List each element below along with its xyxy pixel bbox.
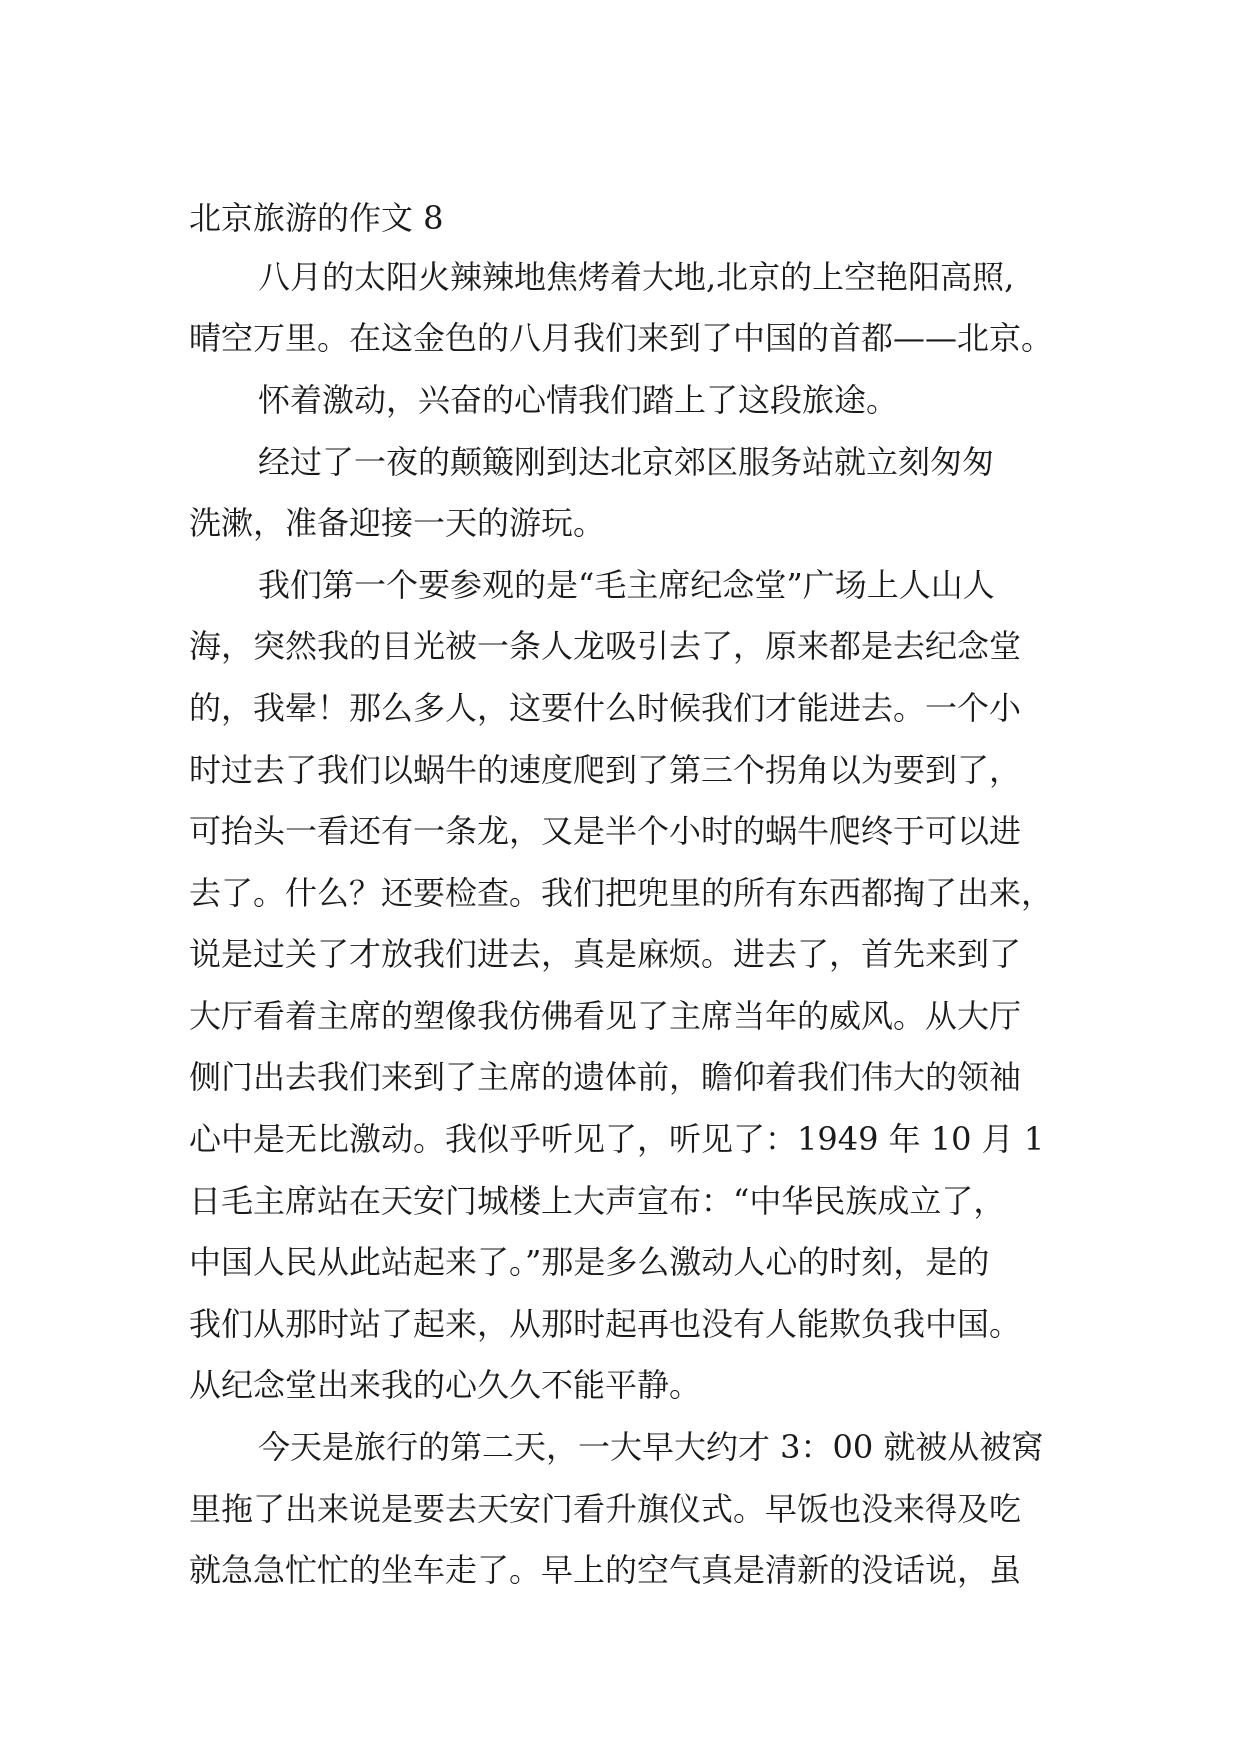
text-line: 洗漱，准备迎接一天的游玩。 [189,504,606,542]
text-line: 日毛主席站在天安门城楼上大声宣布：“中华民族成立了， [189,1182,1006,1220]
text-line: 心中是无比激动。我似乎听见了，听见了：1949 年 10 月 1 [189,1120,1045,1158]
text-line: 大厅看着主席的塑像我仿佛看见了主席当年的威风。从大厅 [189,997,1022,1035]
text-line: 去了。什么？还要检查。我们把兜里的所有东西都掏了出来， [189,874,1054,912]
text-line: 可抬头一看还有一条龙，又是半个小时的蜗牛爬终于可以进 [189,812,1022,850]
text-line: 晴空万里。在这金色的八月我们来到了中国的首都——北京。 [189,319,1054,357]
text-line: 海，突然我的目光被一条人龙吸引去了，原来都是去纪念堂 [189,627,1022,665]
document-title: 北京旅游的作文 8 [189,199,444,237]
text-line: 经过了一夜的颠簸刚到达北京郊区服务站就立刻匆匆 [258,443,995,481]
text-line: 的，我晕！那么多人，这要什么时候我们才能进去。一个小 [189,689,1022,727]
text-line: 我们从那时站了起来，从那时起再也没有人能欺负我中国。 [189,1305,1022,1343]
text-line: 时过去了我们以蜗牛的速度爬到了第三个拐角以为要到了， [189,751,1022,789]
text-line: 里拖了出来说是要去天安门看升旗仪式。早饭也没来得及吃 [189,1490,1022,1528]
text-line: 今天是旅行的第二天，一大早大约才 3：00 就被从被窝 [258,1428,1044,1466]
text-line: 我们第一个要参观的是“毛主席纪念堂”广场上人山人 [258,566,995,604]
text-line: 怀着激动，兴奋的心情我们踏上了这段旅途。 [258,381,899,419]
text-line: 说是过关了才放我们进去，真是麻烦。进去了，首先来到了 [189,935,1022,973]
text-line: 从纪念堂出来我的心久久不能平静。 [189,1366,702,1404]
text-line: 侧门出去我们来到了主席的遗体前，瞻仰着我们伟大的领袖 [189,1058,1022,1096]
text-line: 中国人民从此站起来了。”那是多么激动人心的时刻，是的 [189,1243,990,1281]
text-line: 八月的太阳火辣辣地焦烤着大地,北京的上空艳阳高照, [258,258,1015,296]
text-line: 就急急忙忙的坐车走了。早上的空气真是清新的没话说，虽 [189,1551,1022,1589]
